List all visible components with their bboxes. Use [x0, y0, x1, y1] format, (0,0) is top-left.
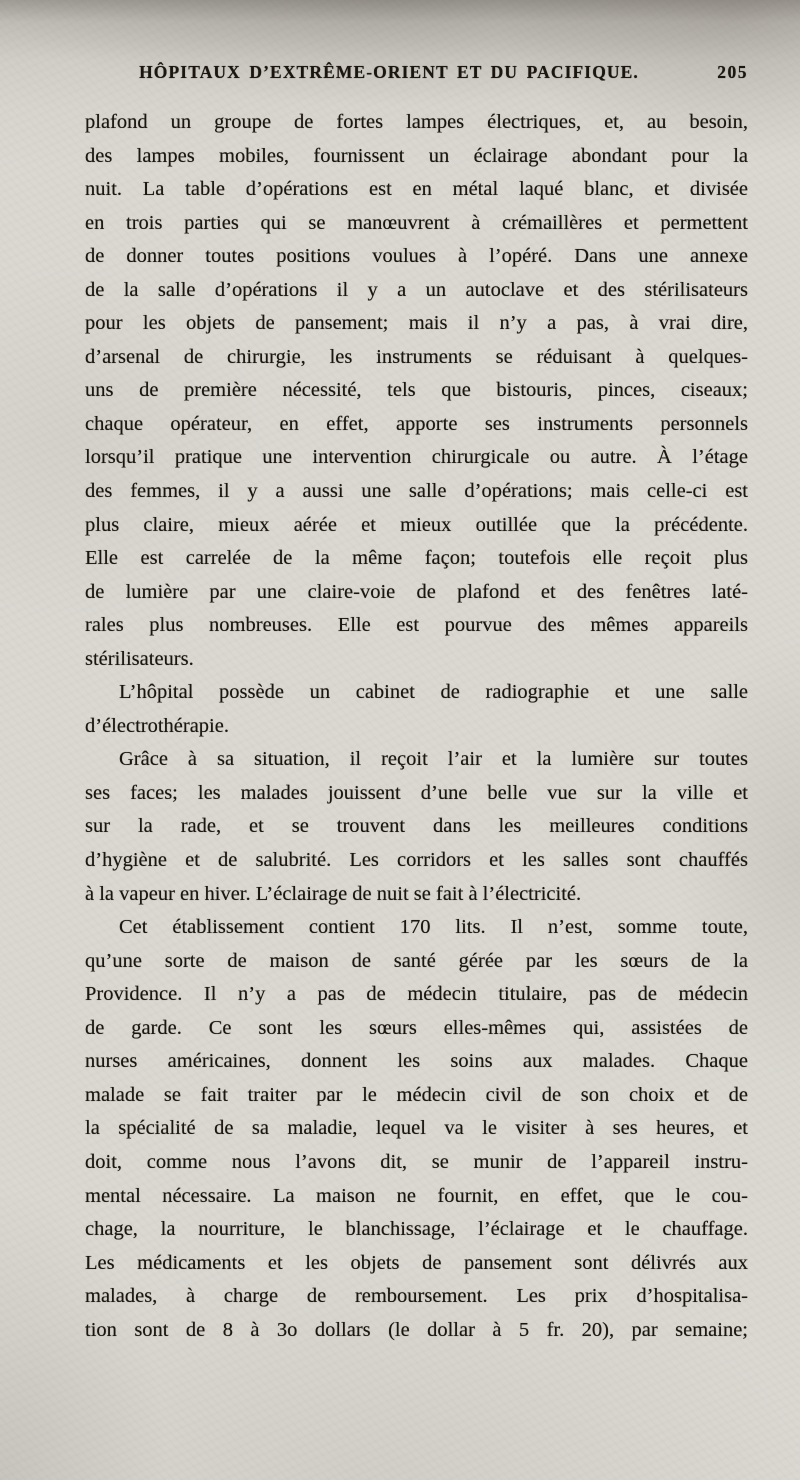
text-line: doit, comme nous l’avons dit, se munir de l’appareil instru- [85, 1150, 748, 1173]
text-line: de garde. Ce sont les sœurs elles-mêmes qui, assistées de [85, 1016, 748, 1039]
text-line: d’hygiène et de salubrité. Les corridors et les salles sont chauffés [85, 849, 748, 872]
text-line: sur la rade, et se trouvent dans les meilleures conditions [85, 815, 748, 838]
text-line: stérilisateurs. [85, 647, 194, 670]
text-line: nurses américaines, donnent les soins aux malades. Chaque [85, 1050, 748, 1073]
text-line: malades, à charge de remboursement. Les prix d’hospitalisa- [85, 1285, 748, 1308]
text-line: la spécialité de sa maladie, lequel va le visiter à ses heures, et [85, 1117, 748, 1140]
text-line: tion sont de 8 à 3o dollars (le dollar à 5 fr. 20), par semaine; [85, 1318, 748, 1341]
text-line: Providence. Il n’y a pas de médecin titulaire, pas de médecin [85, 983, 748, 1006]
text-line: lorsqu’il pratique une intervention chirurgicale ou autre. À l’étage [85, 446, 748, 469]
text-line: d’arsenal de chirurgie, les instruments se réduisant à quelques- [85, 345, 748, 368]
text-line: de donner toutes positions voulues à l’opéré. Dans une annexe [85, 245, 748, 268]
text-line: des lampes mobiles, fournissent un éclairage abondant pour la [85, 144, 748, 167]
text-line: plus claire, mieux aérée et mieux outillée que la précédente. [85, 513, 748, 536]
page-text [85, 106, 748, 1347]
text-line: uns de première nécessité, tels que bistouris, pinces, ciseaux; [85, 379, 748, 402]
text-line: à la vapeur en hiver. L’éclairage de nuit se fait à l’électricité. [85, 882, 582, 905]
header-title: HÔPITAUX D’EXTRÊME-ORIENT ET DU PACIFIQUE. [139, 62, 639, 82]
paragraph [85, 676, 748, 743]
text-line: Grâce à sa situation, il reçoit l’air et la lumière sur toutes [119, 748, 748, 771]
text-line: plafond un groupe de fortes lampes électriques, et, au besoin, [85, 111, 748, 133]
running-header [85, 62, 748, 83]
text-line: qu’une sorte de maison de santé gérée par les sœurs de la [85, 949, 748, 972]
paragraph [85, 743, 748, 911]
paragraph [85, 106, 748, 676]
text-line: Cet établissement contient 170 lits. Il n’est, somme toute, [119, 916, 748, 939]
text-line: mental nécessaire. La maison ne fournit, en effet, que le cou- [85, 1184, 748, 1207]
text-line: malade se fait traiter par le médecin civil de son choix et de [85, 1083, 748, 1106]
text-line: d’électrothérapie. [85, 714, 229, 737]
text-line: L’hôpital possède un cabinet de radiographie et une salle [119, 681, 748, 704]
text-line: ses faces; les malades jouissent d’une belle vue sur la ville et [85, 781, 748, 804]
text-line: de la salle d’opérations il y a un autoclave et des stérilisateurs [85, 278, 748, 301]
text-line: Les médicaments et les objets de pansement sont délivrés aux [85, 1251, 748, 1274]
text-line: nuit. La table d’opérations est en métal laqué blanc, et divisée [85, 178, 748, 201]
text-line: en trois parties qui se manœuvrent à crémaillères et permettent [85, 211, 748, 234]
text-line: des femmes, il y a aussi une salle d’opérations; mais celle-ci est [85, 480, 748, 503]
page-number: 205 [717, 62, 748, 82]
paragraph [85, 911, 748, 1347]
text-line: pour les objets de pansement; mais il n’y a pas, à vrai dire, [85, 312, 748, 335]
text-line: rales plus nombreuses. Elle est pourvue des mêmes appareils [85, 614, 748, 637]
text-line: de lumière par une claire-voie de plafond et des fenêtres laté- [85, 580, 748, 603]
text-line: chaque opérateur, en effet, apporte ses instruments personnels [85, 412, 748, 435]
text-line: Elle est carrelée de la même façon; toutefois elle reçoit plus [85, 547, 748, 570]
text-line: chage, la nourriture, le blanchissage, l’éclairage et le chauffage. [85, 1218, 748, 1241]
